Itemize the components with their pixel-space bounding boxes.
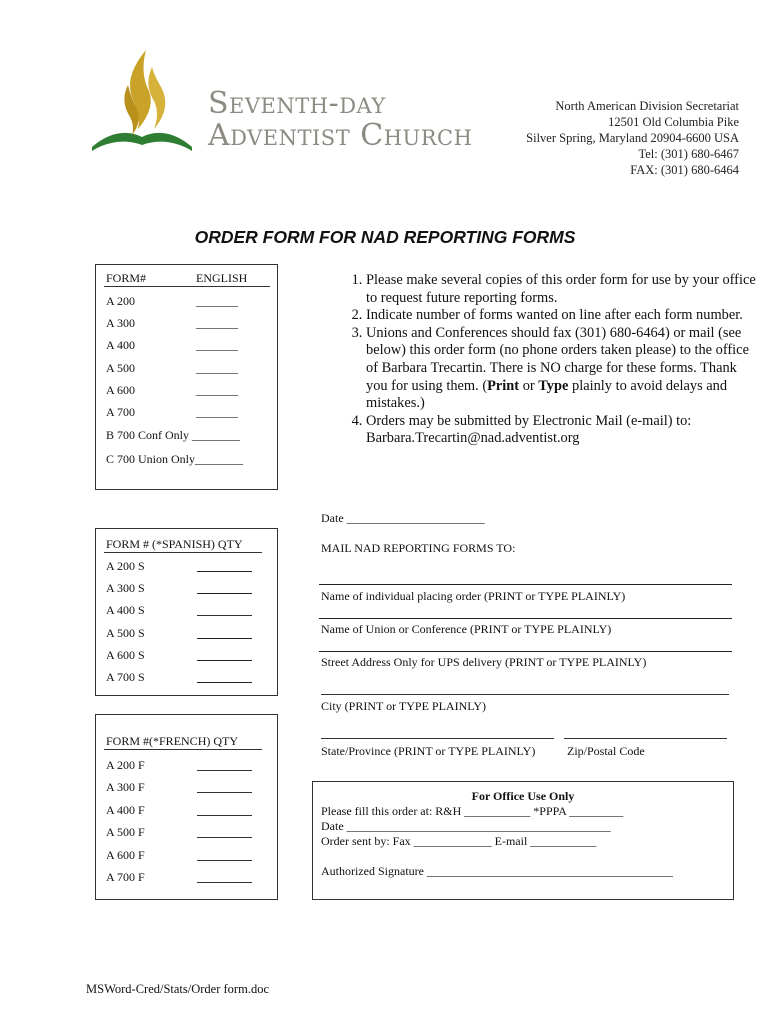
french-header: FORM #(*FRENCH) QTY bbox=[106, 734, 239, 748]
quantity-line[interactable] bbox=[197, 660, 252, 661]
english-row-blank[interactable]: _______ bbox=[196, 294, 238, 308]
french-row-label: A 200 F bbox=[106, 758, 145, 772]
instruction-item bbox=[366, 325, 758, 413]
english-extra-row[interactable]: C 700 Union Only________ bbox=[106, 452, 244, 466]
spanish-row-label: A 200 S bbox=[106, 559, 145, 573]
quantity-line[interactable] bbox=[197, 593, 252, 594]
address-line: 12501 Old Columbia Pike bbox=[608, 115, 739, 129]
quantity-line[interactable] bbox=[197, 571, 252, 572]
address-line: North American Division Secretariat bbox=[555, 99, 739, 113]
church-logo-icon bbox=[88, 45, 198, 155]
quantity-line[interactable] bbox=[197, 682, 252, 683]
street-label: Street Address Only for UPS delivery (PRINT or TYPE PLAINLY) bbox=[321, 655, 647, 669]
spanish-row-label: A 300 S bbox=[106, 581, 145, 595]
address-line: FAX: (301) 680-6464 bbox=[630, 163, 739, 177]
authorized-signature[interactable]: Authorized Signature _________________________________________ bbox=[321, 864, 673, 878]
address-block bbox=[526, 98, 739, 178]
english-row-blank[interactable]: _______ bbox=[196, 383, 238, 397]
order-sent-by[interactable]: Order sent by: Fax _____________ E-mail ___________ bbox=[321, 834, 597, 848]
quantity-line[interactable] bbox=[197, 770, 252, 771]
english-forms-box bbox=[95, 264, 278, 490]
zip-input-line[interactable] bbox=[564, 738, 727, 739]
french-row-label: A 400 F bbox=[106, 803, 145, 817]
instruction-item bbox=[366, 413, 758, 448]
street-input-line[interactable] bbox=[319, 651, 732, 652]
header-divider bbox=[104, 552, 262, 553]
quantity-line[interactable] bbox=[197, 837, 252, 838]
quantity-line[interactable] bbox=[197, 860, 252, 861]
header-divider bbox=[104, 749, 262, 750]
spanish-row-label: A 400 S bbox=[106, 603, 145, 617]
instruction-text: Orders may be submitted by Electronic Mail (e-mail) to: bbox=[366, 412, 692, 429]
english-row-blank[interactable]: _______ bbox=[196, 361, 238, 375]
quantity-line[interactable] bbox=[197, 638, 252, 639]
zip-label: Zip/Postal Code bbox=[567, 744, 645, 758]
office-use-box bbox=[312, 781, 734, 900]
organization-name bbox=[208, 88, 472, 152]
instruction-text: plainly to avoid delays and mistakes.) bbox=[366, 377, 728, 412]
instruction-item: 2. Indicate number of forms wanted on line after each form number. bbox=[366, 307, 758, 325]
french-forms-box bbox=[95, 714, 278, 900]
french-row-label: A 500 F bbox=[106, 825, 145, 839]
city-input-line[interactable] bbox=[321, 694, 729, 695]
footer-filename: MSWord-Cred/Stats/Order form.doc bbox=[86, 982, 269, 996]
instruction-text: Unions and Conferences should fax (301) 680-6464) or mail (see below) this order form (no phone orders taken please) to the office of Barbara Trecartin. There is NO charge for these forms. Thank you for using them. ( bbox=[366, 324, 749, 394]
english-row-label: A 700 bbox=[106, 405, 136, 419]
mail-to-heading: MAIL NAD REPORTING FORMS TO: bbox=[321, 541, 516, 555]
english-row-label: A 600 bbox=[106, 383, 136, 397]
spanish-row-label: A 500 S bbox=[106, 626, 145, 640]
page-title: ORDER FORM FOR NAD REPORTING FORMS bbox=[194, 227, 576, 247]
english-row-label: A 300 bbox=[106, 316, 136, 330]
english-header-form: FORM# bbox=[106, 271, 147, 285]
date-field[interactable]: Date _______________________ bbox=[321, 511, 485, 525]
spanish-row-label: A 600 S bbox=[106, 648, 145, 662]
english-header-lang: ENGLISH bbox=[196, 271, 248, 285]
union-input-line[interactable] bbox=[319, 618, 732, 619]
state-label: State/Province (PRINT or TYPE PLAINLY) bbox=[321, 744, 536, 758]
english-row-label: A 500 bbox=[106, 361, 136, 375]
spanish-header: FORM # (*SPANISH) QTY bbox=[106, 537, 243, 551]
instruction-item: 1. Please make several copies of this order form for use by your office to request future reporting forms. bbox=[366, 272, 758, 307]
spanish-row-label: A 700 S bbox=[106, 670, 145, 684]
english-row-label: A 400 bbox=[106, 338, 136, 352]
organization-name-line2: Adventist Church bbox=[208, 118, 473, 153]
quantity-line[interactable] bbox=[197, 615, 252, 616]
name-input-line[interactable] bbox=[319, 584, 732, 585]
english-row-blank[interactable]: _______ bbox=[196, 338, 238, 352]
office-date[interactable]: Date ____________________________________________ bbox=[321, 819, 611, 833]
address-line: Tel: (301) 680-6467 bbox=[638, 147, 739, 161]
name-label: Name of individual placing order (PRINT or TYPE PLAINLY) bbox=[321, 589, 626, 603]
city-label: City (PRINT or TYPE PLAINLY) bbox=[321, 699, 487, 713]
english-row-blank[interactable]: _______ bbox=[196, 316, 238, 330]
organization-name-line1: Seventh-day bbox=[208, 86, 386, 121]
instruction-emphasis: Print bbox=[487, 377, 520, 394]
french-row-label: A 300 F bbox=[106, 780, 145, 794]
french-row-label: A 600 F bbox=[106, 848, 145, 862]
state-input-line[interactable] bbox=[321, 738, 554, 739]
fill-order-at[interactable]: Please fill this order at: R&H ___________ *PPPA _________ bbox=[321, 804, 624, 818]
quantity-line[interactable] bbox=[197, 792, 252, 793]
quantity-line[interactable] bbox=[197, 815, 252, 816]
english-extra-row[interactable]: B 700 Conf Only ________ bbox=[106, 428, 241, 442]
address-line: Silver Spring, Maryland 20904-6600 USA bbox=[526, 131, 739, 145]
email-link[interactable]: Barbara.Trecartin@nad.adventist.org bbox=[366, 430, 580, 447]
spanish-forms-box bbox=[95, 528, 278, 696]
french-row-label: A 700 F bbox=[106, 870, 145, 884]
instructions-list bbox=[340, 272, 758, 448]
english-row-blank[interactable]: _______ bbox=[196, 405, 238, 419]
quantity-line[interactable] bbox=[197, 882, 252, 883]
office-use-heading: For Office Use Only bbox=[471, 789, 575, 803]
union-label: Name of Union or Conference (PRINT or TYPE PLAINLY) bbox=[321, 622, 612, 636]
header-divider bbox=[104, 286, 270, 287]
instruction-emphasis: Type bbox=[538, 377, 569, 394]
instruction-text: or bbox=[519, 377, 539, 394]
english-row-label: A 200 bbox=[106, 294, 136, 308]
